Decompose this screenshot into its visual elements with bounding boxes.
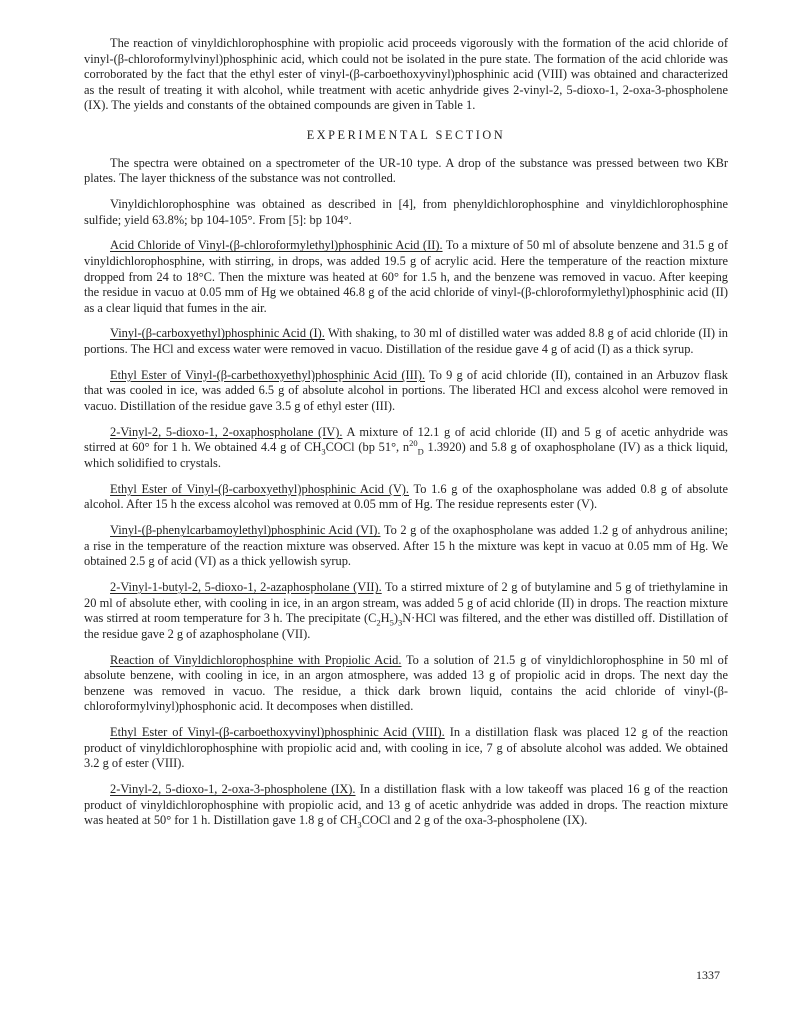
carboxyethyl-acid-paragraph — [84, 326, 728, 357]
subscript: 2 — [376, 617, 381, 628]
ethyl-ester-viii-text: In a distillation flask was placed 12 g of the reaction product of vinyldichlorophosphine with propiolic acid and, with cooling in ice, 7 g of absolute alcohol was added. We obtained 3.2 g of ester (VIII). — [84, 725, 728, 771]
subscript: 3 — [357, 819, 362, 830]
ethyl-ester-v-paragraph — [84, 482, 728, 513]
azaphospholane-text-2: H — [380, 611, 390, 626]
azaphospholane-heading: 2-Vinyl-1-butyl-2, 5-dioxo-1, 2-azaphospholane (VII). — [110, 580, 382, 595]
acid-chloride-text: To a mixture of 50 ml of absolute benzene and 31.5 g of vinyldichlorophosphine, with stirring, in drops, was added 19.5 g of acrylic acid. Here the temperature of the reaction mixture dropped from 24 to 18°C. Then the mixture was heated at 60° for 1.5 h, and the benzene was removed in vacuo. After keeping the residue in vacuo at 0.05 mm of Hg we obtained 46.8 g of the acid chloride of vinyl-(β-chloroformylethyl)phosphinic acid (II) as a clear liquid that fumes in the air. — [84, 238, 728, 315]
ethyl-ester-viii-heading: Ethyl Ester of Vinyl-(β-carboethoxyvinyl)phosphinic Acid (VIII). — [110, 725, 445, 740]
phenylcarbamoyl-paragraph — [84, 523, 728, 570]
oxaphospholane-text-2: COCl (bp 51°, n — [325, 440, 410, 455]
spectra-paragraph: The spectra were obtained on a spectrometer of the UR-10 type. A drop of the substance was pressed between two KBr plates. The layer thickness of the substance was not controlled. — [84, 155, 728, 186]
subscript: 3 — [321, 446, 326, 457]
subscript: 5 — [389, 617, 394, 628]
azaphospholane-text-4: N·HCl was filtered, and the ether was distilled off. Distillation of the residue gave 2 g of azaphospholane (VII). — [84, 611, 729, 641]
oxaphospholane-text-1: A mixture of 12.1 g of acid chloride (II) and 5 g of acetic anhydride was stirred at 60° for 1 h. We obtained 4.4 g of CH — [84, 424, 728, 455]
phenylcarbamoyl-text: To 2 g of the oxaphospholane was added 1.2 g of anhydrous aniline; a rise in the temperature of the reaction mixture was observed. After 15 h the mixture was kept in vacuo at 0.05 mm of Hg. We obtained 2.5 g of acid (VI) as a thick yellowish syrup. — [84, 523, 728, 569]
carboxyethyl-acid-heading: Vinyl-(β-carboxyethyl)phosphinic Acid (I). — [110, 326, 325, 341]
oxaphospholane-text-3: 1.3920) and 5.8 g of oxaphospholane (IV) as a thick liquid, which solidified to crystals. — [84, 440, 728, 470]
oxaphospholane-heading: 2-Vinyl-2, 5-dioxo-1, 2-oxaphospholane (IV). — [110, 424, 343, 439]
phenylcarbamoyl-heading: Vinyl-(β-phenylcarbamoylethyl)phosphinic Acid (VI). — [110, 523, 381, 538]
ethyl-ester-iii-heading: Ethyl Ester of Vinyl-(β-carbethoxyethyl)phosphinic Acid (III). — [110, 367, 426, 382]
phospholene-heading: 2-Vinyl-2, 5-dioxo-1, 2-oxa-3-phospholene (IX). — [110, 782, 356, 797]
propiolic-reaction-paragraph — [84, 653, 728, 715]
ethyl-ester-v-text: To 1.6 g of the oxaphospholane was added 0.8 g of absolute alcohol. After 15 h the excess alcohol was removed at 0.05 mm of Hg. The residue represents ester (V). — [84, 481, 728, 512]
azaphospholane-text-1: To a stirred mixture of 2 g of butylamine and 5 g of triethylamine in 20 ml of absolute ether, with cooling in ice, in an argon stream, was added 5 g of acid chloride (II) in drops. The reaction mixture was stirred at room temperature for 3 h. The precipitate (C — [84, 580, 728, 626]
ethyl-ester-iii-paragraph — [84, 368, 728, 415]
acid-chloride-paragraph — [84, 238, 728, 316]
section-heading: EXPERIMENTAL SECTION — [306, 127, 506, 142]
acid-chloride-heading: Acid Chloride of Vinyl-(β-chloroformylethyl)phosphinic Acid (II). — [110, 238, 443, 253]
paper-page — [84, 36, 728, 839]
carboxyethyl-acid-text: With shaking, to 30 ml of distilled water was added 8.8 g of acid chloride (II) in portions. The HCl and excess water were removed in vacuo. Distillation of the residue gave 4 g of acid (I) as a thick syrup. — [84, 326, 729, 357]
ethyl-ester-iii-text: To 9 g of acid chloride (II), contained in an Arbuzov flask that was cooled in ice, was added 6.5 g of absolute alcohol in portions. The liberated HCl and excess alcohol were removed in vacuo. Distillation of the residue gave 3.5 g of ethyl ester (III). — [84, 367, 728, 414]
page-number: 1337 — [696, 968, 720, 982]
intro-paragraph: The reaction of vinyldichlorophosphine with propiolic acid proceeds vigorously with the formation of the acid chloride of vinyl-(β-chloroformylvinyl)phosphinic acid, which could not be isolated in the pure state. The formation of the acid chloride was corroborated by the fact that the ethyl ester of vinyl-(β-carboethoxyvinyl)phosphinic acid (VIII) was obtained and characterized as the result of treating it with alcohol, while treatment with acetic anhydride gives 2-vinyl-2, 5-dioxo-1, 2-oxa-3-phospholene (IX). The yields and constants of the obtained compounds are given in Table 1. — [84, 36, 728, 113]
ethyl-ester-v-heading: Ethyl Ester of Vinyl-(β-carboxyethyl)phosphinic Acid (V). — [110, 481, 409, 496]
ethyl-ester-viii-paragraph — [84, 725, 728, 772]
propiolic-reaction-heading: Reaction of Vinyldichlorophosphine with Propiolic Acid. — [110, 652, 402, 667]
subscript: 3 — [397, 617, 403, 628]
phospholene-text-2: COCl and 2 g of the oxa-3-phospholene (IX). — [361, 813, 588, 828]
azaphospholane-paragraph — [84, 580, 728, 642]
vinyldichlorophosphine-paragraph: Vinyldichlorophosphine was obtained as described in [4], from phenyldichlorophosphine and vinyldichlorophosphine sulfide; yield 63.8%; bp 104-105°. From [5]: bp 104°. — [84, 196, 728, 227]
oxaphospholane-paragraph — [84, 425, 728, 472]
azaphospholane-text-3: ) — [393, 611, 398, 626]
phospholene-text-1: In a distillation flask with a low takeoff was placed 16 g of the reaction product of vinyldichlorophosphine with propiolic acid, and 13 g of acetic anhydride was added in drops. The reaction mixture was heated at 50° for 1 h. Distillation gave 1.8 g of CH — [84, 782, 728, 828]
propiolic-reaction-text: To a solution of 21.5 g of vinyldichlorophosphine in 50 ml of absolute benzene, with cooling in ice, in an argon atmosphere, was added 13 g of propiolic acid in drops. The next day the benzene was removed in vacuo. The residue, a thick dark brown liquid, contains the acid chloride of vinyl-(β-chloroformylvinyl)phosphonic acid. It decomposes when distilled. — [84, 652, 728, 714]
subscript: D — [417, 446, 424, 457]
superscript: 20 — [409, 438, 418, 449]
phospholene-paragraph — [84, 782, 728, 829]
